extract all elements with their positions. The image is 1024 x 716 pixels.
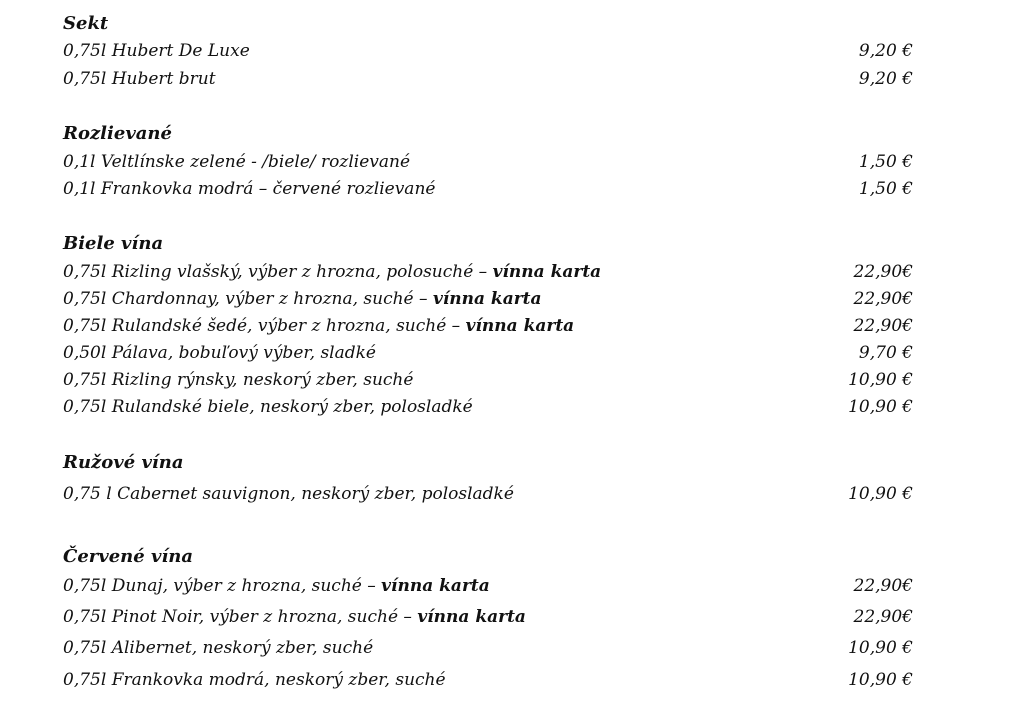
item-description: 0,75l Hubert De Luxe [63,41,250,61]
item-price: 9,20 € [858,41,913,61]
item-price: 10,90 € [848,370,913,390]
wine-list-note: vínna karta [432,289,542,309]
item-description: 0,75l Frankovka modrá, neskorý zber, suché [63,670,446,690]
item-description: 0,75l Rizling rýnsky, neskorý zber, suché [63,370,414,390]
section-heading-sekt: Sekt [63,13,109,34]
item-price: 22,90€ [853,576,913,596]
section-heading-ruzove-vina: Ružové vína [63,452,184,473]
item-description: 0,50l Pálava, bobuľový výber, sladké [63,343,376,363]
section-heading-biele-vina: Biele vína [63,233,164,254]
item-price: 22,90€ [853,607,913,627]
item-description [63,606,526,628]
item-description [63,288,542,310]
wine-list-note: vínna karta [381,576,490,596]
item-price: 10,90 € [848,397,913,417]
section-heading-rozlievane: Rozlievané [63,123,172,144]
item-description: 0,75 l Cabernet sauvignon, neskorý zber, polosladké [63,484,514,504]
item-description [63,315,574,337]
item-description-text: 0,75l Dunaj, výber z hrozna, suché [63,576,362,596]
wine-list-note: vínna karta [492,262,602,282]
item-description-text: 0,75l Rizling vlašský, výber z hrozna, polosuché [63,262,474,282]
dash-separator [473,262,492,282]
item-description: 0,75l Rulandské biele, neskorý zber, polosladké [63,397,473,417]
item-price: 10,90 € [848,484,913,504]
item-description-text: 0,75l Chardonnay, výber z hrozna, suché [63,289,414,309]
item-description [63,261,601,283]
item-price: 22,90€ [853,289,913,309]
item-description: 0,75l Alibernet, neskorý zber, suché [63,638,374,658]
item-price: 22,90€ [853,316,913,336]
section-heading-cervene-vina: Červené vína [63,546,194,567]
item-price: 10,90 € [848,638,913,658]
dash-separator [398,607,417,627]
item-price: 10,90 € [848,670,913,690]
item-price: 22,90€ [853,262,913,282]
item-description [63,575,490,597]
item-description-text: 0,75l Pinot Noir, výber z hrozna, suché [63,607,399,627]
item-description-text: 0,75l Rulandské šedé, výber z hrozna, suché [63,316,447,336]
item-price: 1,50 € [858,179,913,199]
wine-list-note: vínna karta [465,316,575,336]
dash-separator [446,316,465,336]
item-price: 9,70 € [858,343,913,363]
dash-separator [414,289,433,309]
dash-separator [362,576,381,596]
wine-list-note: vínna karta [417,607,526,627]
item-description: 0,1l Frankovka modrá – červené rozlievané [63,179,436,199]
item-description: 0,1l Veltlínske zelené - /biele/ rozlievané [63,152,411,172]
item-description: 0,75l Hubert brut [63,69,216,89]
item-price: 9,20 € [858,69,913,89]
item-price: 1,50 € [858,152,913,172]
